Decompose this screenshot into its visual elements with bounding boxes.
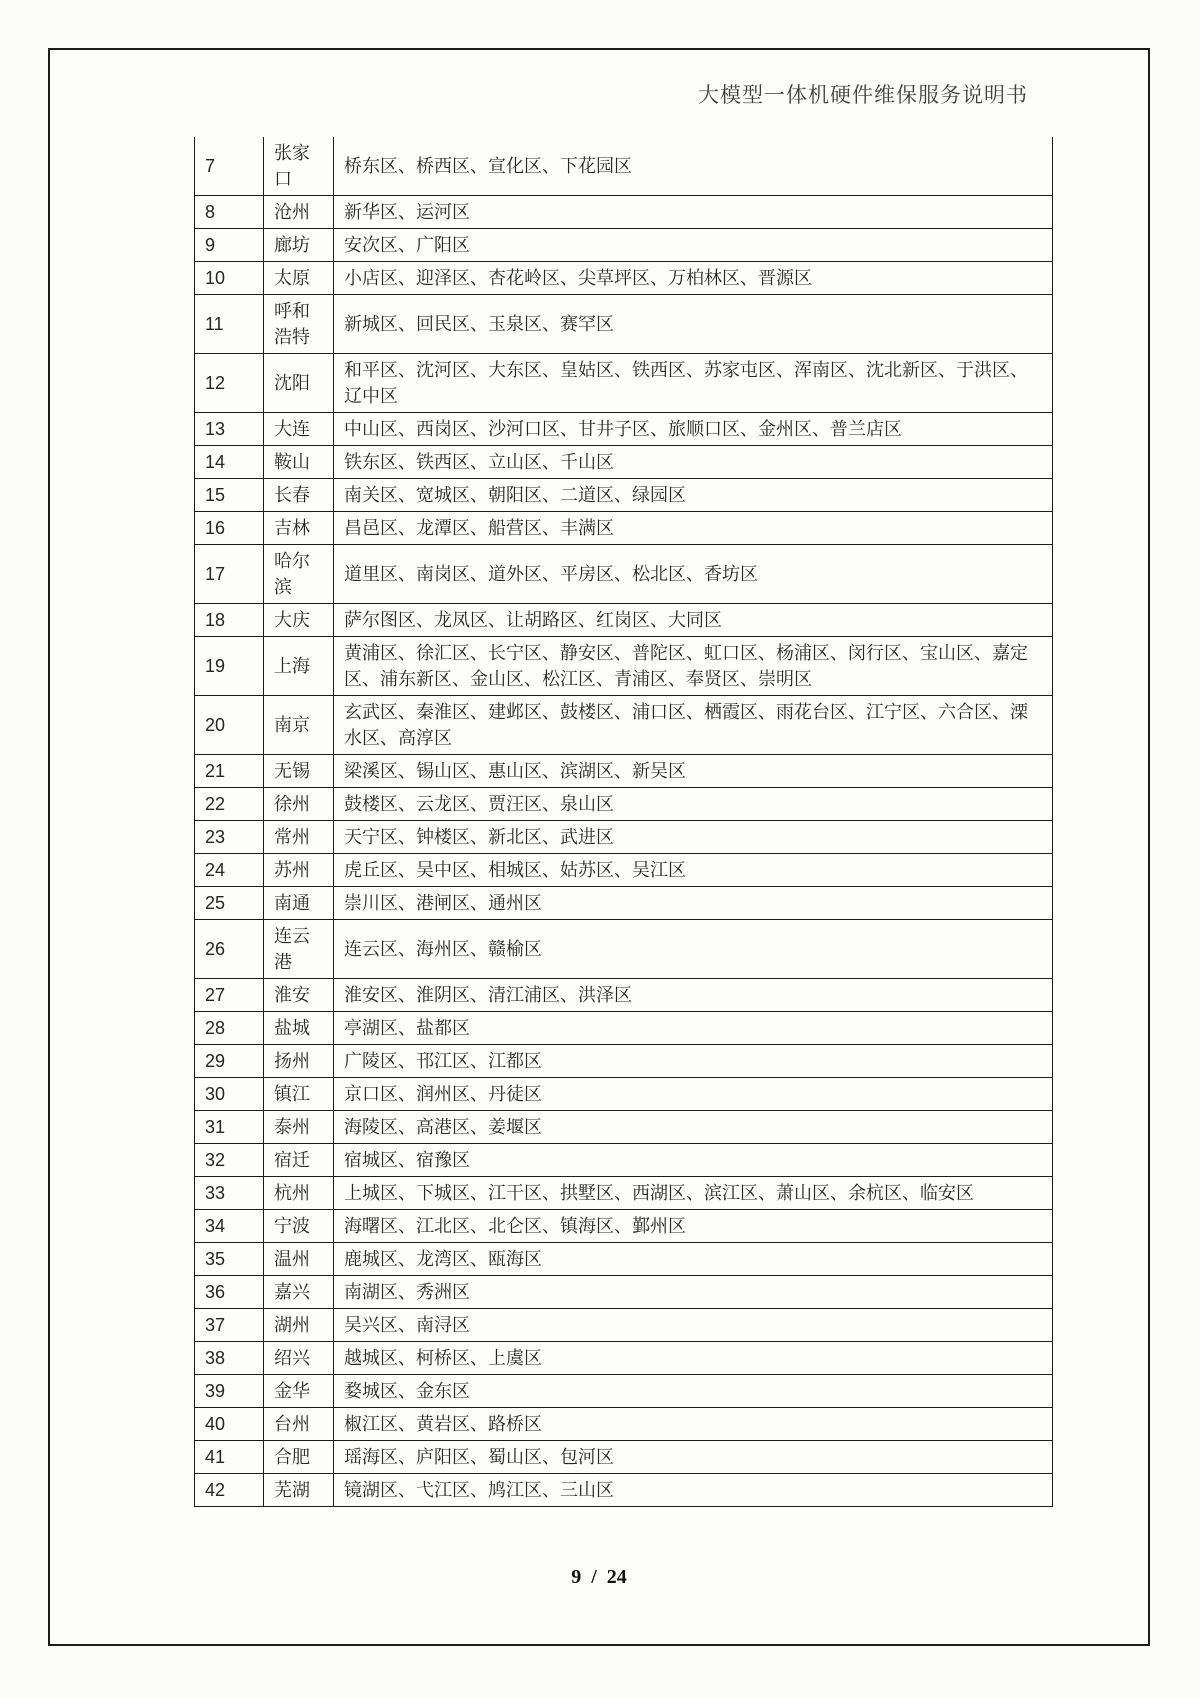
page-footer <box>50 1566 1148 1589</box>
table-row <box>195 262 1053 295</box>
row-number: 34 <box>195 1210 264 1243</box>
table-row <box>195 1144 1053 1177</box>
row-number: 17 <box>195 545 264 604</box>
row-number: 18 <box>195 604 264 637</box>
row-number: 40 <box>195 1408 264 1441</box>
region-table-body <box>195 137 1053 1507</box>
row-districts: 天宁区、钟楼区、新北区、武进区 <box>334 821 1053 854</box>
row-districts: 南湖区、秀洲区 <box>334 1276 1053 1309</box>
row-number: 22 <box>195 788 264 821</box>
row-city: 无锡 <box>264 755 334 788</box>
row-number: 15 <box>195 479 264 512</box>
table-row <box>195 788 1053 821</box>
row-districts: 上城区、下城区、江干区、拱墅区、西湖区、滨江区、萧山区、余杭区、临安区 <box>334 1177 1053 1210</box>
table-row <box>195 1243 1053 1276</box>
row-number: 31 <box>195 1111 264 1144</box>
row-city: 杭州 <box>264 1177 334 1210</box>
row-districts: 南关区、宽城区、朝阳区、二道区、绿园区 <box>334 479 1053 512</box>
row-city: 南通 <box>264 887 334 920</box>
table-row <box>195 137 1053 196</box>
row-districts: 安次区、广阳区 <box>334 229 1053 262</box>
table-row <box>195 1342 1053 1375</box>
row-city: 廊坊 <box>264 229 334 262</box>
row-districts: 道里区、南岗区、道外区、平房区、松北区、香坊区 <box>334 545 1053 604</box>
row-districts: 新城区、回民区、玉泉区、赛罕区 <box>334 295 1053 354</box>
table-row <box>195 920 1053 979</box>
row-districts: 崇川区、港闸区、通州区 <box>334 887 1053 920</box>
service-region-table <box>194 137 1053 1507</box>
row-districts: 中山区、西岗区、沙河口区、甘井子区、旅顺口区、金州区、普兰店区 <box>334 413 1053 446</box>
row-number: 12 <box>195 354 264 413</box>
table-row <box>195 604 1053 637</box>
row-number: 38 <box>195 1342 264 1375</box>
row-number: 36 <box>195 1276 264 1309</box>
table-row <box>195 979 1053 1012</box>
table-row <box>195 196 1053 229</box>
row-number: 27 <box>195 979 264 1012</box>
row-city: 哈尔滨 <box>264 545 334 604</box>
row-number: 23 <box>195 821 264 854</box>
row-districts: 虎丘区、吴中区、相城区、姑苏区、吴江区 <box>334 854 1053 887</box>
row-city: 太原 <box>264 262 334 295</box>
table-row <box>195 1210 1053 1243</box>
row-city: 大庆 <box>264 604 334 637</box>
row-districts: 铁东区、铁西区、立山区、千山区 <box>334 446 1053 479</box>
table-row <box>195 887 1053 920</box>
row-number: 13 <box>195 413 264 446</box>
table-row <box>195 1012 1053 1045</box>
table-row <box>195 854 1053 887</box>
row-districts: 鹿城区、龙湾区、瓯海区 <box>334 1243 1053 1276</box>
row-city: 泰州 <box>264 1111 334 1144</box>
row-number: 24 <box>195 854 264 887</box>
row-number: 26 <box>195 920 264 979</box>
row-number: 7 <box>195 137 264 196</box>
row-city: 呼和浩特 <box>264 295 334 354</box>
table-row <box>195 512 1053 545</box>
table-row <box>195 821 1053 854</box>
row-city: 芜湖 <box>264 1474 334 1507</box>
table-row <box>195 354 1053 413</box>
row-city: 镇江 <box>264 1078 334 1111</box>
page-number-separator: / <box>591 1566 597 1588</box>
row-districts: 亭湖区、盐都区 <box>334 1012 1053 1045</box>
row-districts: 萨尔图区、龙凤区、让胡路区、红岗区、大同区 <box>334 604 1053 637</box>
row-districts: 椒江区、黄岩区、路桥区 <box>334 1408 1053 1441</box>
row-number: 8 <box>195 196 264 229</box>
row-districts: 宿城区、宿豫区 <box>334 1144 1053 1177</box>
row-districts: 淮安区、淮阴区、清江浦区、洪泽区 <box>334 979 1053 1012</box>
row-city: 南京 <box>264 696 334 755</box>
table-row <box>195 1078 1053 1111</box>
row-number: 25 <box>195 887 264 920</box>
row-city: 沈阳 <box>264 354 334 413</box>
row-city: 湖州 <box>264 1309 334 1342</box>
page-number-current: 9 <box>571 1566 582 1588</box>
row-number: 9 <box>195 229 264 262</box>
row-city: 徐州 <box>264 788 334 821</box>
row-number: 39 <box>195 1375 264 1408</box>
row-districts: 海曙区、江北区、北仑区、镇海区、鄞州区 <box>334 1210 1053 1243</box>
table-row <box>195 1408 1053 1441</box>
table-row <box>195 479 1053 512</box>
row-number: 28 <box>195 1012 264 1045</box>
row-number: 14 <box>195 446 264 479</box>
row-city: 台州 <box>264 1408 334 1441</box>
row-city: 绍兴 <box>264 1342 334 1375</box>
table-row <box>195 755 1053 788</box>
row-number: 11 <box>195 295 264 354</box>
table-row <box>195 1474 1053 1507</box>
table-row <box>195 637 1053 696</box>
row-districts: 吴兴区、南浔区 <box>334 1309 1053 1342</box>
table-row <box>195 1276 1053 1309</box>
row-number: 19 <box>195 637 264 696</box>
row-city: 苏州 <box>264 854 334 887</box>
header-title: 大模型一体机硬件维保服务说明书 <box>698 83 1028 107</box>
table-row <box>195 1045 1053 1078</box>
row-city: 嘉兴 <box>264 1276 334 1309</box>
row-city: 连云港 <box>264 920 334 979</box>
row-number: 16 <box>195 512 264 545</box>
row-districts: 广陵区、邗江区、江都区 <box>334 1045 1053 1078</box>
page-number-total: 24 <box>606 1566 627 1588</box>
page-header <box>698 83 1028 107</box>
row-districts: 京口区、润州区、丹徒区 <box>334 1078 1053 1111</box>
row-districts: 小店区、迎泽区、杏花岭区、尖草坪区、万柏林区、晋源区 <box>334 262 1053 295</box>
table-row <box>195 1309 1053 1342</box>
table-row <box>195 446 1053 479</box>
table-row <box>195 1375 1053 1408</box>
row-number: 42 <box>195 1474 264 1507</box>
table-row <box>195 1111 1053 1144</box>
row-districts: 新华区、运河区 <box>334 196 1053 229</box>
table-row <box>195 696 1053 755</box>
row-number: 10 <box>195 262 264 295</box>
row-number: 35 <box>195 1243 264 1276</box>
row-city: 盐城 <box>264 1012 334 1045</box>
row-city: 鞍山 <box>264 446 334 479</box>
table-row <box>195 295 1053 354</box>
row-districts: 镜湖区、弋江区、鸠江区、三山区 <box>334 1474 1053 1507</box>
row-districts: 鼓楼区、云龙区、贾汪区、泉山区 <box>334 788 1053 821</box>
row-districts: 昌邑区、龙潭区、船营区、丰满区 <box>334 512 1053 545</box>
table-row <box>195 229 1053 262</box>
row-city: 宿迁 <box>264 1144 334 1177</box>
row-districts: 瑶海区、庐阳区、蜀山区、包河区 <box>334 1441 1053 1474</box>
row-city: 常州 <box>264 821 334 854</box>
row-number: 32 <box>195 1144 264 1177</box>
table-row <box>195 1177 1053 1210</box>
row-number: 37 <box>195 1309 264 1342</box>
table-row <box>195 545 1053 604</box>
row-city: 长春 <box>264 479 334 512</box>
row-city: 上海 <box>264 637 334 696</box>
row-city: 吉林 <box>264 512 334 545</box>
row-city: 宁波 <box>264 1210 334 1243</box>
row-city: 张家口 <box>264 137 334 196</box>
row-districts: 连云区、海州区、赣榆区 <box>334 920 1053 979</box>
row-city: 温州 <box>264 1243 334 1276</box>
table-row <box>195 413 1053 446</box>
row-districts: 婺城区、金东区 <box>334 1375 1053 1408</box>
row-number: 30 <box>195 1078 264 1111</box>
row-districts: 桥东区、桥西区、宣化区、下花园区 <box>334 137 1053 196</box>
row-districts: 越城区、柯桥区、上虞区 <box>334 1342 1053 1375</box>
row-districts: 梁溪区、锡山区、惠山区、滨湖区、新吴区 <box>334 755 1053 788</box>
row-city: 金华 <box>264 1375 334 1408</box>
row-city: 淮安 <box>264 979 334 1012</box>
row-districts: 和平区、沈河区、大东区、皇姑区、铁西区、苏家屯区、浑南区、沈北新区、于洪区、辽中区 <box>334 354 1053 413</box>
row-city: 沧州 <box>264 196 334 229</box>
row-number: 41 <box>195 1441 264 1474</box>
row-city: 扬州 <box>264 1045 334 1078</box>
row-city: 合肥 <box>264 1441 334 1474</box>
row-districts: 玄武区、秦淮区、建邺区、鼓楼区、浦口区、栖霞区、雨花台区、江宁区、六合区、溧水区、高淳区 <box>334 696 1053 755</box>
table-row <box>195 1441 1053 1474</box>
row-number: 33 <box>195 1177 264 1210</box>
row-number: 29 <box>195 1045 264 1078</box>
row-districts: 海陵区、高港区、姜堰区 <box>334 1111 1053 1144</box>
row-districts: 黄浦区、徐汇区、长宁区、静安区、普陀区、虹口区、杨浦区、闵行区、宝山区、嘉定区、浦东新区、金山区、松江区、青浦区、奉贤区、崇明区 <box>334 637 1053 696</box>
row-number: 20 <box>195 696 264 755</box>
row-number: 21 <box>195 755 264 788</box>
row-city: 大连 <box>264 413 334 446</box>
page-border-frame <box>48 48 1150 1646</box>
